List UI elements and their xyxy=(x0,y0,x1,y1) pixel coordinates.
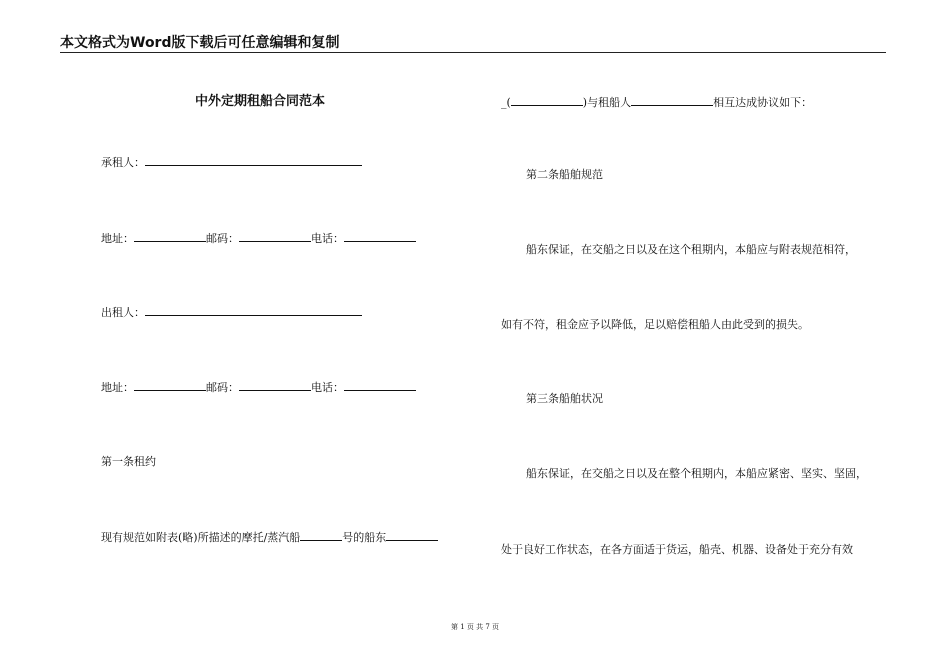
address-blank xyxy=(134,379,206,391)
agreement-line xyxy=(501,94,812,110)
zip-blank xyxy=(239,379,311,391)
agreement-a: _( xyxy=(501,96,511,109)
article2-paragraph-2: 如有不符，租金应予以降低，足以赔偿租船人由此受到的损失。 xyxy=(501,318,809,331)
article3-heading: 第三条船舶状况 xyxy=(526,392,603,405)
document-title: 中外定期租船合同范本 xyxy=(194,94,325,109)
address-blank xyxy=(134,230,206,242)
article1-text-a: 现有规范如附表(略)所描述的摩托/蒸汽船 xyxy=(101,531,301,544)
tel-blank xyxy=(344,379,416,391)
header-text: 本文格式为Word版下载后可任意编辑和复制 xyxy=(60,35,340,51)
article1-heading: 第一条租约 xyxy=(101,455,156,468)
zip-label: 邮码： xyxy=(206,381,239,394)
lessee-line xyxy=(101,154,362,170)
party-blank xyxy=(511,94,583,106)
article1-text-b: 号的船东 xyxy=(342,531,387,544)
lessee-label: 承租人： xyxy=(101,156,145,169)
tel-label: 电话： xyxy=(311,381,344,394)
address-line-1 xyxy=(101,230,416,246)
ship-name-blank xyxy=(300,529,342,541)
owner-blank xyxy=(386,529,438,541)
agreement-b: )与租船人 xyxy=(582,96,632,109)
lessor-label: 出租人： xyxy=(101,306,145,319)
charterer-blank xyxy=(631,94,713,106)
article2-heading: 第二条船舶规范 xyxy=(526,168,603,181)
address-label: 地址： xyxy=(101,381,134,394)
article3-paragraph-1: 船东保证，在交船之日以及在整个租期内，本船应紧密、坚实、坚固， xyxy=(526,467,867,480)
article3-paragraph-2: 处于良好工作状态，在各方面适于货运，船壳、机器、设备处于充分有效 xyxy=(501,543,853,556)
tel-label: 电话： xyxy=(311,232,344,245)
tel-blank xyxy=(344,230,416,242)
article2-paragraph-1: 船东保证，在交船之日以及在这个租期内，本船应与附表规范相符， xyxy=(526,243,856,256)
lessee-blank xyxy=(145,154,362,166)
page-number: 第 1 页 共 7 页 xyxy=(450,623,500,631)
address-label: 地址： xyxy=(101,232,134,245)
agreement-c: 相互达成协议如下： xyxy=(713,96,813,109)
article1-text xyxy=(101,529,438,545)
zip-label: 邮码： xyxy=(206,232,239,245)
lessor-line xyxy=(101,304,362,320)
address-line-2 xyxy=(101,379,416,395)
lessor-blank xyxy=(145,304,362,316)
page-header xyxy=(60,34,886,53)
zip-blank xyxy=(239,230,311,242)
